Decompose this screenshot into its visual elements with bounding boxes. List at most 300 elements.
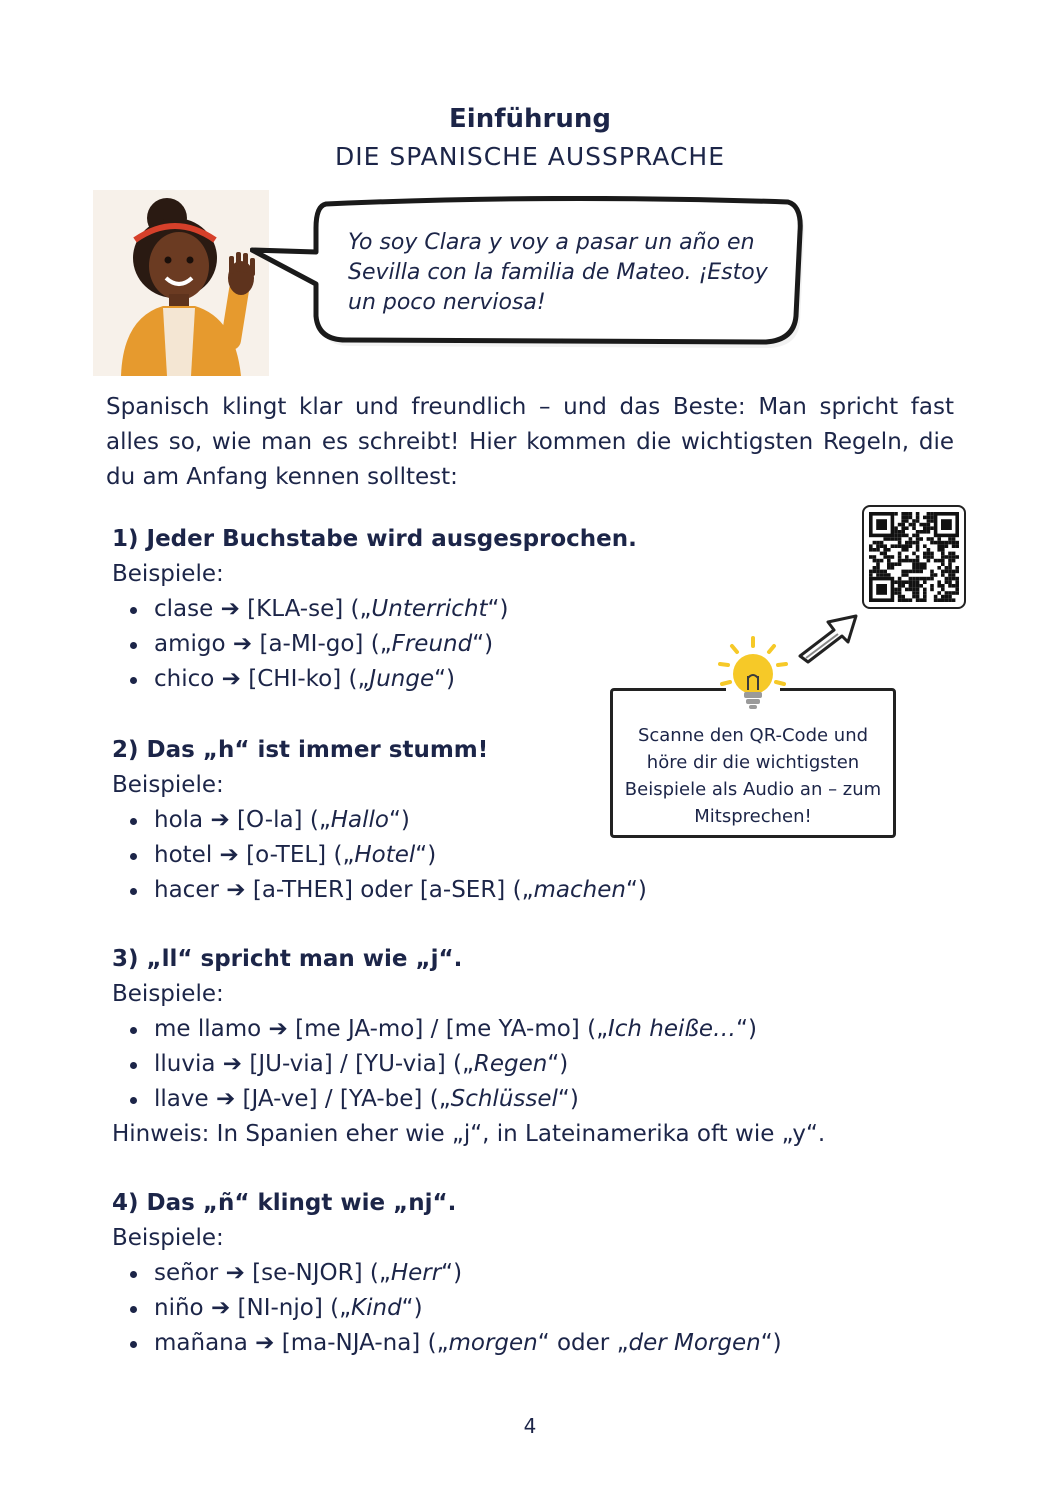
qr-module xyxy=(912,562,916,566)
qr-module xyxy=(898,577,902,581)
examples-label: Beispiele: xyxy=(112,561,224,587)
qr-module xyxy=(937,580,941,584)
qr-module xyxy=(912,559,916,563)
qr-module xyxy=(941,552,945,556)
qr-module xyxy=(912,541,916,545)
qr-module xyxy=(887,573,891,577)
qr-module xyxy=(919,577,923,581)
qr-module xyxy=(952,570,956,574)
pronunciation: [a-MI-go] xyxy=(259,631,364,657)
qr-module xyxy=(905,580,909,584)
qr-module xyxy=(930,526,934,530)
qr-module xyxy=(941,555,945,559)
qr-module xyxy=(898,598,902,602)
qr-module xyxy=(898,537,902,541)
qr-module xyxy=(930,570,934,574)
qr-module xyxy=(901,512,905,516)
qr-module xyxy=(894,544,898,548)
qr-module xyxy=(948,566,952,570)
arrow-right-icon: ➔ xyxy=(222,1051,243,1077)
pronunciation: [a-THER] oder [a-SER] xyxy=(252,877,506,903)
qr-module xyxy=(941,588,945,592)
qr-module xyxy=(909,537,913,541)
qr-module xyxy=(912,534,916,538)
qr-module xyxy=(909,580,913,584)
qr-finder-center xyxy=(876,584,887,595)
quote-close: “) xyxy=(388,807,410,833)
qr-module xyxy=(912,570,916,574)
qr-module xyxy=(955,541,959,545)
translation: Regen xyxy=(473,1051,548,1077)
translation: Herr xyxy=(390,1260,442,1286)
qr-module xyxy=(916,598,920,602)
translation: Junge xyxy=(369,666,435,692)
qr-module xyxy=(916,530,920,534)
qr-module xyxy=(905,570,909,574)
intro-paragraph: Spanisch klingt klar und freundlich – und das Beste: Man spricht fast alles so, wie man es schreibt! Hier kommen die wichtigsten Regeln, die du am Anfang kennen solltest: xyxy=(106,394,954,490)
qr-module xyxy=(927,577,931,581)
qr-module xyxy=(912,591,916,595)
spanish-word: amigo xyxy=(154,631,226,657)
qr-module xyxy=(909,516,913,520)
list-item xyxy=(112,627,812,662)
quote-close: “) xyxy=(415,842,437,868)
qr-module xyxy=(923,562,927,566)
list-item xyxy=(112,873,812,908)
qr-module xyxy=(930,577,934,581)
qr-module xyxy=(898,580,902,584)
qr-module xyxy=(916,548,920,552)
translation: machen xyxy=(533,877,626,903)
qr-module xyxy=(937,584,941,588)
qr-module xyxy=(919,530,923,534)
quote-close: “) xyxy=(434,666,455,692)
qr-module xyxy=(948,591,952,595)
qr-module xyxy=(941,559,945,563)
qr-module xyxy=(891,537,895,541)
qr-module xyxy=(898,591,902,595)
quote-open: („ xyxy=(587,1016,608,1042)
qr-module xyxy=(876,544,880,548)
qr-module xyxy=(945,544,949,548)
qr-module xyxy=(887,559,891,563)
qr-module xyxy=(883,537,887,541)
pronunciation: [me JA-mo] / [me YA-mo] xyxy=(295,1016,588,1042)
arrow-right-icon: ➔ xyxy=(210,807,230,833)
qr-module xyxy=(898,541,902,545)
arrow-right-icon: ➔ xyxy=(221,666,241,692)
qr-module xyxy=(941,570,945,574)
qr-module xyxy=(905,573,909,577)
rule-section-4 xyxy=(112,1186,812,1361)
qr-module xyxy=(869,548,873,552)
qr-module xyxy=(869,570,873,574)
qr-module xyxy=(923,555,927,559)
qr-module xyxy=(909,588,913,592)
qr-module xyxy=(894,591,898,595)
quote-open: („ xyxy=(453,1051,474,1077)
quote-open: („ xyxy=(333,842,355,868)
qr-module xyxy=(916,562,920,566)
qr-module xyxy=(923,552,927,556)
qr-module xyxy=(945,595,949,599)
qr-module xyxy=(916,512,920,516)
qr-module xyxy=(909,512,913,516)
qr-module xyxy=(905,544,909,548)
qr-module xyxy=(887,548,891,552)
qr-module xyxy=(945,577,949,581)
qr-module xyxy=(930,584,934,588)
qr-module xyxy=(945,598,949,602)
translation: Kind xyxy=(351,1295,402,1321)
qr-module xyxy=(876,566,880,570)
qr-module xyxy=(927,555,931,559)
qr-module xyxy=(948,559,952,563)
qr-module xyxy=(916,544,920,548)
qr-module xyxy=(873,548,877,552)
qr-module xyxy=(880,541,884,545)
qr-code-icon[interactable] xyxy=(862,505,966,609)
arrow-right-icon: ➔ xyxy=(210,1295,231,1321)
qr-module xyxy=(909,598,913,602)
qr-module xyxy=(912,588,916,592)
qr-module xyxy=(955,588,959,592)
qr-module xyxy=(876,548,880,552)
qr-module xyxy=(905,516,909,520)
qr-module xyxy=(916,584,920,588)
qr-module xyxy=(930,537,934,541)
qr-module xyxy=(923,595,927,599)
qr-module xyxy=(927,526,931,530)
qr-module xyxy=(919,562,923,566)
qr-module xyxy=(887,537,891,541)
pronunciation: [NI-njo] xyxy=(237,1295,323,1321)
quote-open: („ xyxy=(309,807,331,833)
qr-module xyxy=(909,577,913,581)
pronunciation: [JA-ve] / [YA-be] xyxy=(242,1086,423,1112)
qr-module xyxy=(927,523,931,527)
qr-module xyxy=(887,566,891,570)
pronunciation: [ma-NJA-na] xyxy=(281,1330,421,1356)
qr-module xyxy=(898,588,902,592)
qr-module xyxy=(891,555,895,559)
qr-module xyxy=(916,519,920,523)
qr-module xyxy=(901,534,905,538)
qr-module xyxy=(941,573,945,577)
qr-module xyxy=(898,552,902,556)
qr-module xyxy=(937,591,941,595)
qr-module xyxy=(937,548,941,552)
qr-module xyxy=(898,555,902,559)
qr-module xyxy=(945,555,949,559)
examples-label: Beispiele: xyxy=(112,1225,224,1251)
list-item xyxy=(112,1291,812,1326)
qr-module xyxy=(905,588,909,592)
qr-module xyxy=(901,526,905,530)
quote-open: („ xyxy=(429,1086,451,1112)
qr-module xyxy=(919,584,923,588)
qr-module xyxy=(909,541,913,545)
qr-module xyxy=(901,523,905,527)
pronunciation: [o-TEL] xyxy=(246,842,327,868)
translation: morgen xyxy=(448,1330,538,1356)
quote-mid: “ oder „ xyxy=(537,1330,629,1356)
qr-module xyxy=(912,584,916,588)
qr-module xyxy=(930,555,934,559)
qr-module xyxy=(894,537,898,541)
pronunciation: [KLA-se] xyxy=(247,596,344,622)
qr-module xyxy=(923,580,927,584)
qr-module xyxy=(923,591,927,595)
qr-module xyxy=(916,577,920,581)
qr-module xyxy=(869,544,873,548)
qr-module xyxy=(952,573,956,577)
rule-title: 3) „ll“ spricht man wie „j“. xyxy=(112,946,463,972)
qr-module xyxy=(887,562,891,566)
qr-module xyxy=(919,523,923,527)
qr-module xyxy=(880,552,884,556)
qr-module xyxy=(880,544,884,548)
rule-title: 4) Das „ñ“ klingt wie „nj“. xyxy=(112,1190,457,1216)
qr-module xyxy=(909,570,913,574)
qr-module xyxy=(876,559,880,563)
qr-module xyxy=(912,519,916,523)
spanish-word: hacer xyxy=(154,877,219,903)
qr-module xyxy=(901,598,905,602)
qr-module xyxy=(912,566,916,570)
arrow-right-icon: ➔ xyxy=(226,877,246,903)
quote-open: („ xyxy=(350,596,372,622)
qr-module xyxy=(883,570,887,574)
qr-module xyxy=(941,541,945,545)
qr-module xyxy=(883,573,887,577)
spanish-word: clase xyxy=(154,596,214,622)
clara-avatar-icon xyxy=(93,190,269,376)
qr-module xyxy=(955,580,959,584)
pointer-arrow-icon xyxy=(796,610,860,666)
qr-module xyxy=(905,548,909,552)
arrow-right-icon: ➔ xyxy=(225,1260,245,1286)
qr-module xyxy=(909,523,913,527)
spanish-word: señor xyxy=(154,1260,219,1286)
qr-module xyxy=(927,559,931,563)
qr-module xyxy=(909,544,913,548)
qr-module xyxy=(876,570,880,574)
list-item xyxy=(112,1047,812,1082)
qr-module xyxy=(901,516,905,520)
qr-module xyxy=(948,555,952,559)
qr-module xyxy=(927,552,931,556)
qr-module xyxy=(952,559,956,563)
qr-module xyxy=(945,541,949,545)
quote-close: “) xyxy=(487,596,509,622)
qr-module xyxy=(869,555,873,559)
qr-module xyxy=(937,559,941,563)
qr-module xyxy=(883,548,887,552)
spanish-word: chico xyxy=(154,666,215,692)
qr-module xyxy=(901,573,905,577)
qr-module xyxy=(955,577,959,581)
qr-module xyxy=(955,544,959,548)
qr-module xyxy=(923,577,927,581)
quote-open: („ xyxy=(330,1295,352,1321)
quote-open: („ xyxy=(370,631,392,657)
translation: Freund xyxy=(391,631,473,657)
examples-label: Beispiele: xyxy=(112,981,224,1007)
qr-module xyxy=(869,573,873,577)
qr-module xyxy=(927,537,931,541)
qr-module xyxy=(905,534,909,538)
quote-close: “) xyxy=(760,1330,782,1356)
arrow-right-icon: ➔ xyxy=(255,1330,275,1356)
qr-module xyxy=(948,537,952,541)
qr-module xyxy=(952,577,956,581)
list-item xyxy=(112,1012,812,1047)
qr-module xyxy=(891,566,895,570)
qr-module xyxy=(916,580,920,584)
qr-module xyxy=(912,552,916,556)
pronunciation: [CHI-ko] xyxy=(248,666,342,692)
qr-module xyxy=(941,548,945,552)
spanish-word: niño xyxy=(154,1295,204,1321)
spanish-word: mañana xyxy=(154,1330,248,1356)
qr-module xyxy=(927,516,931,520)
translation: Hotel xyxy=(354,842,416,868)
qr-module xyxy=(887,555,891,559)
arrow-right-icon: ➔ xyxy=(215,1086,236,1112)
qr-module xyxy=(894,530,898,534)
spanish-word: hola xyxy=(154,807,204,833)
qr-module xyxy=(912,523,916,527)
qr-finder-center xyxy=(941,519,952,530)
arrow-right-icon: ➔ xyxy=(232,631,253,657)
qr-module xyxy=(916,566,920,570)
rule-section-3 xyxy=(112,942,826,1152)
arrow-right-icon: ➔ xyxy=(220,596,240,622)
qr-module xyxy=(905,512,909,516)
qr-module xyxy=(905,541,909,545)
qr-module xyxy=(952,591,956,595)
qr-module xyxy=(898,584,902,588)
qr-module xyxy=(894,534,898,538)
qr-module xyxy=(901,519,905,523)
qr-module xyxy=(916,534,920,538)
qr-module xyxy=(891,544,895,548)
qr-module xyxy=(905,519,909,523)
qr-module xyxy=(948,577,952,581)
spanish-word: lluvia xyxy=(154,1051,216,1077)
qr-module xyxy=(901,595,905,599)
qr-module xyxy=(952,555,956,559)
qr-module xyxy=(937,598,941,602)
qr-module xyxy=(923,516,927,520)
qr-module xyxy=(923,588,927,592)
translation: Unterricht xyxy=(371,596,488,622)
qr-module xyxy=(912,577,916,581)
qr-module xyxy=(883,555,887,559)
pronunciation: [se-NJOR] xyxy=(252,1260,363,1286)
qr-module xyxy=(916,559,920,563)
qr-module xyxy=(955,566,959,570)
qr-module xyxy=(923,566,927,570)
qr-module xyxy=(945,566,949,570)
qr-module xyxy=(916,588,920,592)
qr-module xyxy=(894,580,898,584)
list-item xyxy=(112,838,812,873)
qr-module xyxy=(901,548,905,552)
qr-module xyxy=(941,584,945,588)
qr-module xyxy=(948,552,952,556)
spanish-word: llave xyxy=(154,1086,209,1112)
qr-module xyxy=(923,530,927,534)
qr-module xyxy=(916,516,920,520)
example-list xyxy=(112,1012,812,1117)
qr-module xyxy=(948,595,952,599)
qr-module xyxy=(898,534,902,538)
qr-module xyxy=(898,559,902,563)
qr-module xyxy=(941,544,945,548)
quote-close: “) xyxy=(736,1016,757,1042)
qr-module xyxy=(948,584,952,588)
qr-module xyxy=(955,555,959,559)
qr-module xyxy=(941,562,945,566)
qr-module xyxy=(912,595,916,599)
qr-module xyxy=(894,512,898,516)
qr-module xyxy=(919,566,923,570)
qr-module xyxy=(912,526,916,530)
qr-finder-center xyxy=(876,519,887,530)
qr-module xyxy=(873,570,877,574)
pronunciation: [JU-via] / [YU-via] xyxy=(249,1051,446,1077)
examples-label: Beispiele: xyxy=(112,772,224,798)
qr-module xyxy=(898,530,902,534)
qr-module xyxy=(927,530,931,534)
qr-module xyxy=(948,562,952,566)
quote-open: („ xyxy=(512,877,534,903)
rule-title: 1) Jeder Buchstabe wird ausgesprochen. xyxy=(112,526,637,552)
qr-module xyxy=(883,552,887,556)
qr-module xyxy=(934,598,938,602)
qr-module xyxy=(916,541,920,545)
qr-module xyxy=(948,573,952,577)
page-subtitle: DIE SPANISCHE AUSSPRACHE xyxy=(334,142,726,171)
qr-module xyxy=(873,555,877,559)
qr-module xyxy=(898,544,902,548)
qr-module xyxy=(901,570,905,574)
qr-module xyxy=(873,559,877,563)
qr-module xyxy=(945,591,949,595)
qr-module xyxy=(948,580,952,584)
qr-module xyxy=(930,541,934,545)
qr-module xyxy=(930,512,934,516)
qr-module xyxy=(891,562,895,566)
qr-module xyxy=(901,530,905,534)
qr-module xyxy=(905,555,909,559)
qr-module xyxy=(909,559,913,563)
hint-note: Hinweis: In Spanien eher wie „j“, in Lateinamerika oft wie „y“. xyxy=(112,1121,826,1147)
qr-module xyxy=(916,555,920,559)
qr-module xyxy=(923,523,927,527)
qr-module xyxy=(934,559,938,563)
qr-module xyxy=(945,580,949,584)
arrow-right-icon: ➔ xyxy=(268,1016,288,1042)
example-list xyxy=(112,1256,812,1361)
page-number: 4 xyxy=(523,1414,537,1438)
translation: Hallo xyxy=(330,807,389,833)
qr-module xyxy=(952,541,956,545)
qr-module xyxy=(930,519,934,523)
qr-module xyxy=(894,562,898,566)
